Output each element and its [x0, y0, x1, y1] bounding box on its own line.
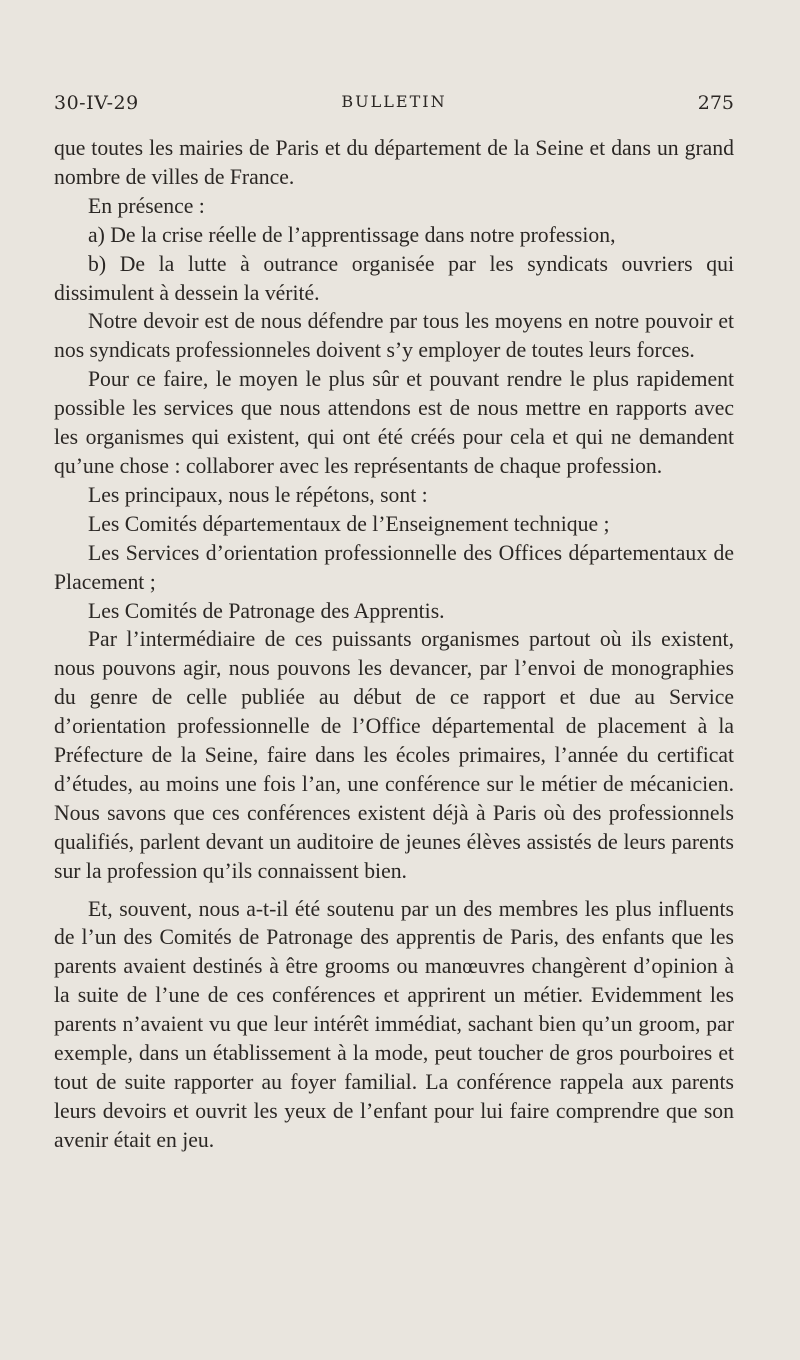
- paragraph-principaux: Les principaux, nous le répétons, sont :: [88, 482, 428, 507]
- paragraph-et-souvent: Et, souvent, nous a-t-il été soutenu par un des membres les plus influents de l’un des Comités de Patronage des apprentis de Paris, des enfants que les parents avaient destinés à être grooms ou manœuvres changèrent d’opinion à la suite de l’une de ces conférences et apprirent un métier. Evidemment les parents n’avaient vu que leur intérêt immédiat, sachant bien qu’un groom, par exemple, dans un établissement à la mode, peut toucher de gros pourboires et tout de suite rapporter au foyer familial. La conférence rappela aux parents leurs devoirs et ouvrit les yeux de l’enfant pour lui faire comprendre que son avenir était en jeu.: [54, 896, 734, 1152]
- running-header: [54, 90, 734, 122]
- body-text: [54, 134, 734, 1155]
- paragraph-continuation: que toutes les mairies de Paris et du département de la Seine et dans un grand nombre de villes de France.: [54, 136, 734, 189]
- paragraph-en-presence: En présence :: [88, 193, 205, 218]
- page-number: 275: [697, 92, 734, 114]
- header-title: BULLETIN: [341, 92, 447, 111]
- paragraph-pour-ce-faire: Pour ce faire, le moyen le plus sûr et pouvant rendre le plus rapidement possible les services que nous attendons est de nous mettre en rapports avec les organismes qui existent, qui ont été créés pour cela et qui ne demandent qu’une chose : collaborer avec les représentants de chaque profession.: [54, 367, 734, 478]
- list-item-comites-departementaux: Les Comités départementaux de l’Enseignement technique ;: [88, 511, 610, 536]
- list-item-comites-patronage: Les Comités de Patronage des Apprentis.: [88, 598, 445, 623]
- header-date: 30-IV-29: [54, 92, 139, 114]
- paragraph-intermediaire: Par l’intermédiaire de ces puissants organismes partout où ils existent, nous pouvons agir, nous pouvons les devancer, par l’envoi de monographies du genre de celle publiée au début de ce rapport et due au Service d’orientation professionnelle de l’Office départemental de placement à la Préfecture de la Seine, faire dans les écoles primaires, l’année du certificat d’études, au moins une fois l’an, une conférence sur le métier de mécanicien. Nous savons que ces conférences existent déjà à Paris où des professionnels qualifiés, parlent devant un auditoire de jeunes élèves assistés de leurs parents sur la profession qu’ils connaissent bien.: [54, 627, 734, 883]
- list-item-a: a) De la crise réelle de l’apprentissage dans notre profession,: [88, 222, 616, 247]
- list-item-services-orientation: Les Services d’orientation professionnelle des Offices départementaux de Placement ;: [54, 540, 734, 594]
- list-item-b: b) De la lutte à outrance organisée par les syndicats ouvriers qui dissimulent à dessein la vérité.: [54, 251, 734, 305]
- paragraph-notre-devoir: Notre devoir est de nous défendre par tous les moyens en notre pouvoir et nos syndicats professionneles doivent s’y employer de toutes leurs forces.: [54, 309, 734, 363]
